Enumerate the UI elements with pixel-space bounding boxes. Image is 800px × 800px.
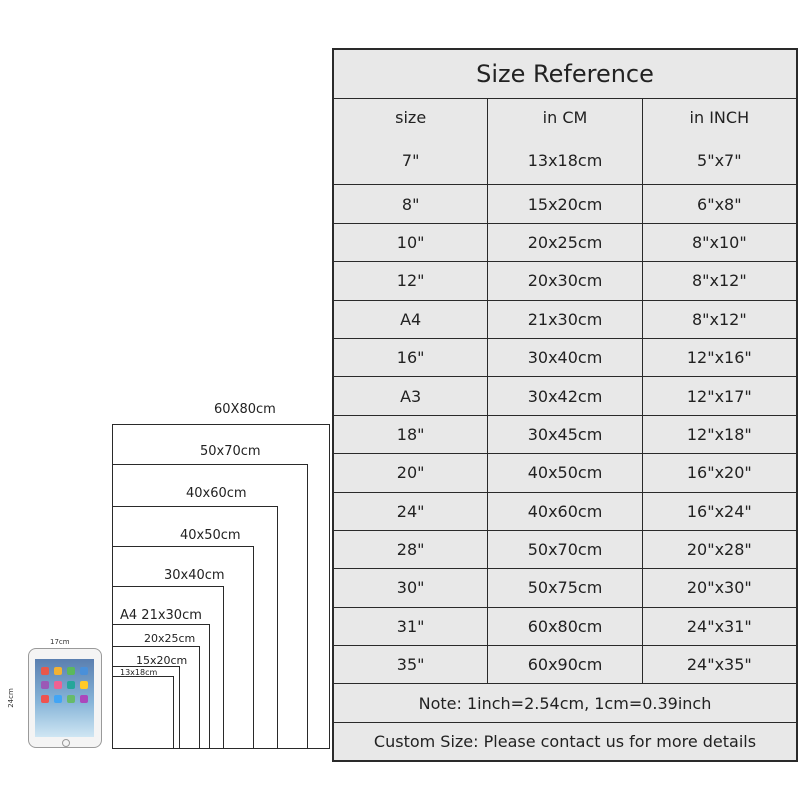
app-icon (54, 695, 62, 703)
table-row (334, 376, 796, 414)
frame-label: 40x50cm (180, 528, 241, 543)
table-body (334, 136, 796, 683)
frame-outline (112, 676, 174, 748)
cell-size: 16" (334, 339, 487, 376)
cell-inch: 8"x10" (642, 224, 796, 261)
cell-cm: 30x45cm (487, 416, 641, 453)
cell-inch: 12"x17" (642, 377, 796, 414)
frame-label: 50x70cm (200, 444, 261, 459)
cell-inch: 8"x12" (642, 301, 796, 338)
cell-cm: 40x60cm (487, 493, 641, 530)
cell-size: A4 (334, 301, 487, 338)
app-icon (41, 681, 49, 689)
cell-cm: 60x80cm (487, 608, 641, 645)
table-row (334, 645, 796, 683)
app-icon (41, 667, 49, 675)
cell-cm: 15x20cm (487, 185, 641, 222)
diagram-baseline (112, 748, 330, 749)
cell-size: 24" (334, 493, 487, 530)
cell-size: 30" (334, 569, 487, 606)
tablet-home-button (62, 739, 70, 747)
cell-size: 28" (334, 531, 487, 568)
app-icon (80, 695, 88, 703)
cell-size: 35" (334, 646, 487, 683)
frame-label: 20x25cm (144, 632, 196, 645)
table-row (334, 453, 796, 491)
table-row (334, 607, 796, 645)
frame-label: 40x60cm (186, 486, 247, 501)
cell-size: 10" (334, 224, 487, 261)
cell-cm: 20x25cm (487, 224, 641, 261)
frame-label: 15x20cm (136, 654, 188, 667)
cell-size: 31" (334, 608, 487, 645)
cell-inch: 12"x18" (642, 416, 796, 453)
tablet-height-label: 24cm (6, 688, 15, 708)
app-icon (54, 681, 62, 689)
app-icon (80, 681, 88, 689)
frame-label: 60X80cm (214, 402, 276, 417)
table-row (334, 261, 796, 299)
app-icon (54, 667, 62, 675)
table-title: Size Reference (334, 50, 796, 98)
cell-inch: 16"x24" (642, 493, 796, 530)
custom-size-note: Custom Size: Please contact us for more details (334, 723, 796, 760)
cell-inch: 6"x8" (642, 185, 796, 222)
cell-size: 8" (334, 185, 487, 222)
cell-inch: 20"x28" (642, 531, 796, 568)
cell-cm: 30x42cm (487, 377, 641, 414)
table-row (334, 530, 796, 568)
cell-inch: 8"x12" (642, 262, 796, 299)
table-row (334, 223, 796, 261)
cell-inch: 5"x7" (642, 136, 796, 184)
cell-cm: 50x75cm (487, 569, 641, 606)
cell-inch: 12"x16" (642, 339, 796, 376)
conversion-note: Note: 1inch=2.54cm, 1cm=0.39inch (334, 684, 796, 721)
size-reference-table (332, 48, 798, 762)
table-row (334, 184, 796, 222)
cell-cm: 21x30cm (487, 301, 641, 338)
cell-size: A3 (334, 377, 487, 414)
cell-cm: 30x40cm (487, 339, 641, 376)
cell-cm: 60x90cm (487, 646, 641, 683)
cell-cm: 20x30cm (487, 262, 641, 299)
cell-size: 20" (334, 454, 487, 491)
table-row (334, 415, 796, 453)
table-row (334, 136, 796, 184)
cell-cm: 13x18cm (487, 136, 641, 184)
cell-size: 18" (334, 416, 487, 453)
cell-size: 12" (334, 262, 487, 299)
cell-size: 7" (334, 136, 487, 184)
cell-inch: 24"x31" (642, 608, 796, 645)
app-icon (80, 667, 88, 675)
app-icon (67, 667, 75, 675)
cell-inch: 16"x20" (642, 454, 796, 491)
tablet-width-label: 17cm (50, 638, 70, 646)
frame-label: A4 21x30cm (120, 608, 202, 623)
table-row (334, 338, 796, 376)
table-row (334, 568, 796, 606)
table-title-row (334, 50, 796, 98)
header-cm: in CM (487, 99, 641, 136)
cell-inch: 20"x30" (642, 569, 796, 606)
app-icon (67, 681, 75, 689)
table-header-row (334, 98, 796, 136)
table-row (334, 492, 796, 530)
table-row (334, 300, 796, 338)
cell-cm: 50x70cm (487, 531, 641, 568)
tablet-screen (35, 659, 94, 737)
header-size: size (334, 99, 487, 136)
tablet-scale-reference (28, 648, 102, 748)
frame-label: 30x40cm (164, 568, 225, 583)
note-row (334, 683, 796, 721)
cell-inch: 24"x35" (642, 646, 796, 683)
app-icon (67, 695, 75, 703)
custom-row (334, 722, 796, 760)
app-icon (41, 695, 49, 703)
cell-cm: 40x50cm (487, 454, 641, 491)
frame-label: 13x18cm (120, 668, 158, 677)
header-inch: in INCH (642, 99, 796, 136)
